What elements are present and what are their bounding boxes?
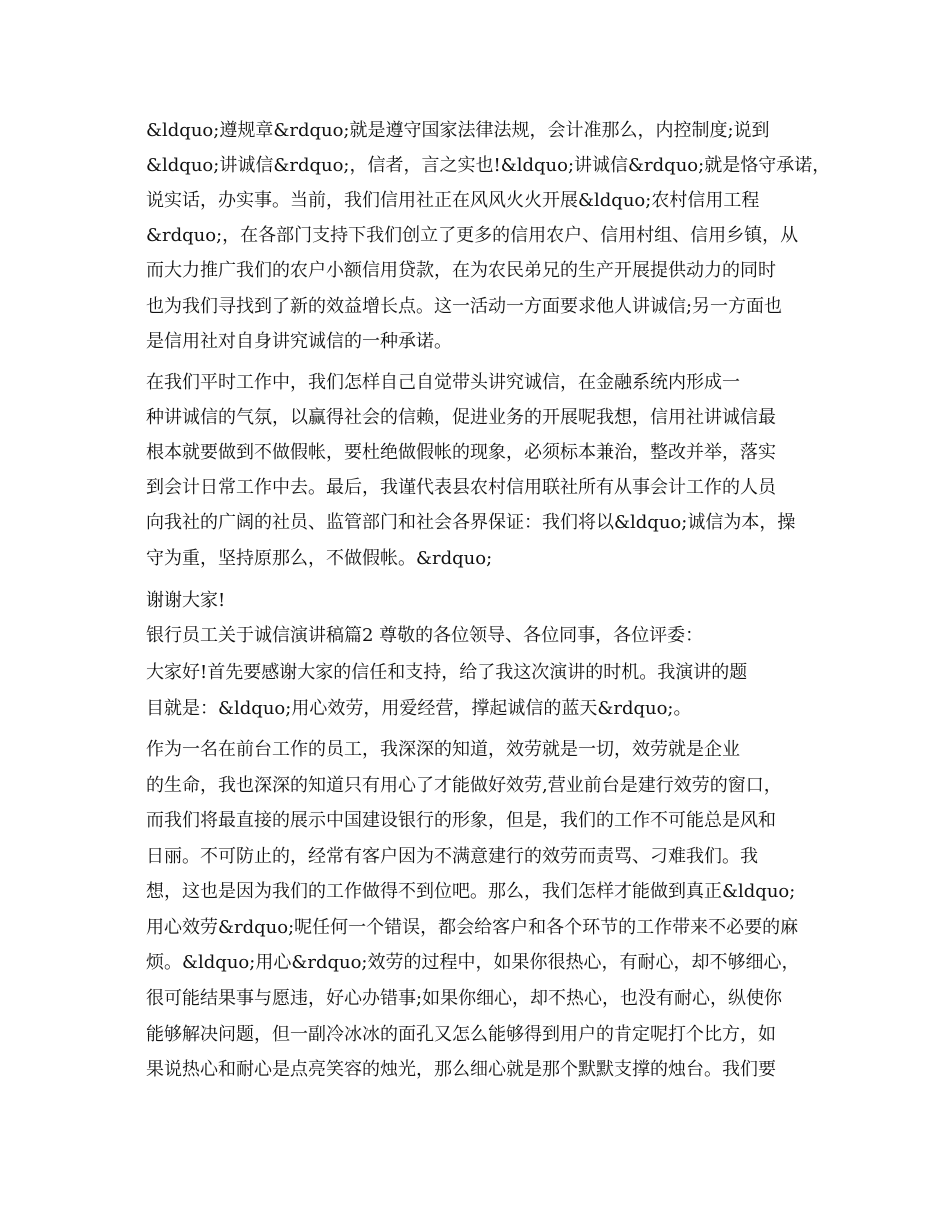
paragraph-2-line-1: 在我们平时工作中，我们怎样自己自觉带头讲究诚信，在金融系统内形成一	[146, 372, 740, 393]
paragraph-2-line-5: 向我社的广阔的社员、监管部门和社会各界保证：我们将以&ldquo;诚信为本，操	[146, 512, 796, 533]
paragraph-4-line-9: 能够解决问题，但一副冷冰冰的面孔又怎么能够得到用户的肯定呢打个比方，如	[146, 1024, 776, 1045]
paragraph-4-line-4: 日丽。不可防止的，经常有客户因为不满意建行的效劳而责骂、刁难我们。我	[146, 846, 758, 867]
paragraph-3-line-1: 大家好!首先要感谢大家的信任和支持，给了我这次演讲的时机。我演讲的题	[146, 662, 748, 683]
paragraph-4-line-7: 烦。&ldquo;用心&rdquo;效劳的过程中，如果你很热心，有耐心，却不够细心，	[146, 952, 800, 973]
paragraph-4-line-2: 的生命，我也深深的知道只有用心了才能做好效劳,营业前台是建行效劳的窗口，	[146, 775, 782, 796]
paragraph-4-line-10: 果说热心和耐心是点亮笑容的烛光，那么细心就是那个默默支撑的烛台。我们要	[146, 1059, 776, 1080]
paragraph-1-line-6: 也为我们寻找到了新的效益增长点。这一活动一方面要求他人讲诚信;另一方面也	[146, 296, 783, 317]
paragraph-1-line-2: &ldquo;讲诚信&rdquo;，信者，言之实也!&ldquo;讲诚信&rdquo;就是恪守承诺，	[146, 155, 831, 176]
paragraph-4-line-3: 而我们将最直接的展示中国建设银行的形象，但是，我们的工作不可能总是风和	[146, 810, 776, 831]
paragraph-3-line-2: 目就是：&ldquo;用心效劳，用爱经营，撑起诚信的蓝天&rdquo;。	[146, 698, 692, 719]
paragraph-4-line-1: 作为一名在前台工作的员工，我深深的知道，效劳就是一切，效劳就是企业	[146, 739, 740, 760]
paragraph-2-line-6: 守为重，坚持原那么，不做假帐。&rdquo;	[146, 548, 493, 569]
paragraph-2-line-2: 种讲诚信的气氛，以赢得社会的信赖，促进业务的开展呢我想，信用社讲诚信最	[146, 407, 776, 428]
paragraph-1-line-4: &rdquo;，在各部门支持下我们创立了更多的信用农户、信用村组、信用乡镇，从	[146, 225, 799, 246]
speech-heading: 银行员工关于诚信演讲稿篇2 尊敬的各位领导、各位同事，各位评委：	[146, 625, 704, 646]
paragraph-4-line-5: 想，这也是因为我们的工作做得不到位吧。那么，我们怎样才能做到真正&ldquo;	[146, 881, 796, 902]
paragraph-1-line-5: 而大力推广我们的农户小额信用贷款，在为农民弟兄的生产开展提供动力的同时	[146, 260, 776, 281]
paragraph-2-line-4: 到会计日常工作中去。最后，我谨代表县农村信用联社所有从事会计工作的人员	[146, 477, 776, 498]
paragraph-1-line-3: 说实话，办实事。当前，我们信用社正在风风火火开展&ldquo;农村信用工程	[146, 190, 760, 211]
paragraph-4-line-6: 用心效劳&rdquo;呢任何一个错误，都会给客户和各个环节的工作带来不必要的麻	[146, 917, 799, 938]
paragraph-1-line-1: &ldquo;遵规章&rdquo;就是遵守国家法律法规，会计准那么，内控制度;说到	[146, 120, 770, 141]
paragraph-1-line-7: 是信用社对自身讲究诚信的一种承诺。	[146, 331, 452, 352]
closing-line: 谢谢大家!	[146, 590, 226, 611]
paragraph-2-line-3: 根本就要做到不做假帐，要杜绝做假帐的现象，必须标本兼治，整改并举，落实	[146, 442, 776, 463]
paragraph-4-line-8: 很可能结果事与愿违，好心办错事;如果你细心，却不热心，也没有耐心，纵使你	[146, 988, 783, 1009]
